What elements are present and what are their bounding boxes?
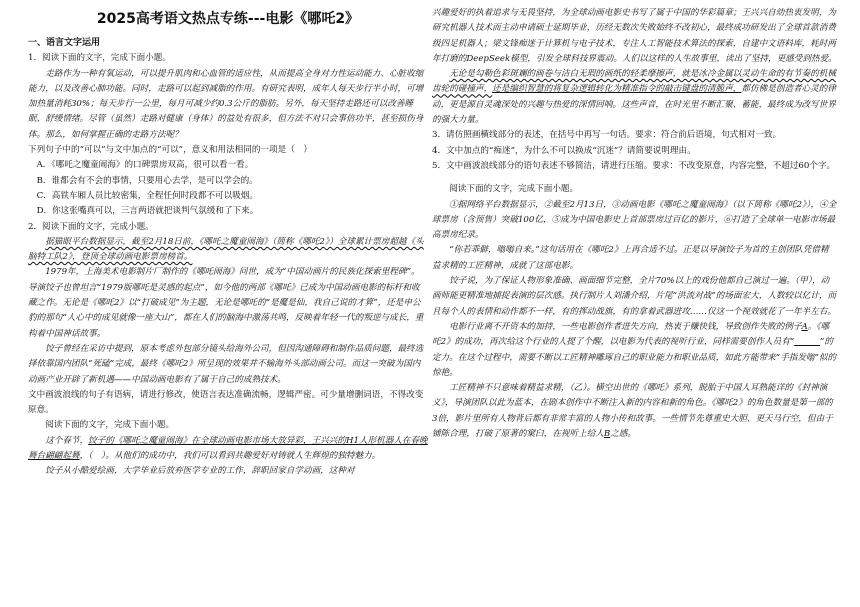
passage-3-para-2 [432,67,837,128]
page-title: 2025高考语文热点专练---电影《哪吒2》 [96,11,360,27]
q1-passage: 走路作为一种有氧运动，可以提升肌肉和心血管的适应性，从而提高全身对力性运动能力、心脏收缩能力，以及改善心肺功能。同时，走路可以起到减脂的作用。有研究表明，成年人每天步行半小时，可增加热量消耗30%；每天步行一公里，每月可减少约0.3公斤的脂肪。另外，每天坚持走路还可以改善睡眠、舒缓情绪。尽管（虽然）走路对健康（身体）的益处有很多，但方法不对只会事倍功半，甚至损伤身体。那么，如何掌握正确的走路方法呢？ [28,68,424,140]
sub-heading-2: 阅读下面的文字，完成下面小题。 [449,184,579,195]
passage-3-intro [28,434,428,465]
blank-a: A [801,321,808,332]
passage-4-para-2: “你若乖僻，嗡嗡自来。”这句话用在《哪吒2》上再合适不过。正是以导演饺子为首的主创团队凭借精益求精的工匠精神，成就了这部电影。 [432,245,829,271]
underlined-text: 还是编织智慧的将复杂逻辑转化为精准指令的敲击键盘的清脆声， [492,84,742,95]
q1-heading: 1．阅读下面的文字，完成下面小题。 [28,53,171,64]
q1-option-a: A．《哪吒之魔童闹海》的口碑票房双高，很可以看一看。 [36,160,254,171]
q1-option-c: C．高铁车厢人员比较密集，全程任何时段都不可以吸烟。 [36,190,259,201]
passage-3-body: 饺子从小酷爱绘画，大学毕业后放弃医学专业的工作，辞职回家自学动画，这种对 [45,466,355,477]
section-heading: 一、语言文字运用 [28,38,101,48]
passage-text: ，（ ）。从他们的成功中，我们可以看到共趣爱好对铸就人生辉煌的独特魅力。 [79,451,381,462]
passage-4-para-1: ①据网络平台数据显示，②截至2月13日，③动画电影《哪吒之魔童闹海》（以下简称《哪吒2》），④全球票房（含预售）突破100亿，⑤成为中国电影史上首部票房过百亿的影片，⑥打造了全球单一电影市场最高票房纪录。 [432,199,837,241]
passage-text: 都仿佛是创造者心灵的律动，更是源自灵魂深处的兴趣与热爱的深情回响。这些声音，在时光里不断汇聚、蓄能，最终成为改写世界的强大力量。 [432,84,836,126]
q3-question: 3．请仿照画横线部分的表述，在括号中再写一句话。要求：符合前后语境，句式相对一致。 [432,130,782,141]
q2-wavy-sentence: 据猫眼平台数据显示，截至2月18日前，《哪吒之魔童闹海》（简称《哪吒2》）全球累计票房超越《头脑特工队2》，登顶全球动画电影票房榜首。 [28,236,424,263]
wavy-text: 无论是勾勒色彩斑斓的画卷与洁白无瑕的画纸的轻柔摩擦声，就是冰冷金属以灵动生命的有节奏的机械齿轮的碰撞声， [432,69,836,95]
blank-b: B [603,429,611,440]
blank-quote [794,337,820,347]
right-column [432,6,837,442]
q2-question: 文中画波浪线的句子有语病，请进行修改，使语言表达准确流畅，逻辑严密。可少量增删词语，不得改变原意。 [28,389,424,416]
passage-text: 之感。 [610,429,637,440]
spacer [432,174,837,182]
passage-4-para-3: 饺子说，为了保证人物形象准确、画面细节完整，全片70%以上的戏份他都自己演过一遍。（甲），动画师能更精准地捕捉表演的层次感。执行制片人刘潘介绍，片尾“洪流对战”的场面宏大，人数较以亿计，而且每个人的表情和动作都不一样，有的挥动战旗，有的拿着武器进攻……仅这一个视效就花了一年半左右。 [432,276,837,317]
passage-text: ”的定力。在这个过程中，需要不断以工匠精神雕琢自己的职业能力和职业品质，如此方能带来“手指发嗡”似的惊艳。 [432,337,837,378]
left-column [28,36,428,480]
passage-text: 。《哪吒2》的成功，再次给这个行业的人提了个醒，以电影为代表的视听行业，同样需要创作人员有“ [432,321,830,348]
q1-option-d: D．你这张嘴真可以，三言两语就把谈判气氛缓和了下来。 [36,206,259,217]
q2-passage-3: 饺子曾经在采访中提到，原本考虑外包部分镜头给海外公司，但因沟通障碍和制作品质问题，最终选择依靠国内团队“死磕”完成，最终《哪吒2》所呈现的效果并不输海外头部动画公司。而这一突破为国内动画产业开辟了新机遇——中国动画电影有了属于自己的成熟技术。 [28,343,424,385]
q2-heading: 2．阅读下面的文字，完成小题。 [28,221,154,232]
q2-passage-2: 1979年，上海美术电影制片厂制作的《哪吒闹海》问世，成为“中国动画片的民族化探索里程碑”。导演饺子也曾坦言“1979版哪吒是灵感的起点”，如今他的两部《哪吒》已成为中国动画电影的标杆和收藏之作。无论是《哪吒2》以“打破成见”为主题，无论是哪吒的“是魔是仙，我自己说的才算”，还是申公豹的那句“人心中的成见就像一座大山”，都在人们的脑海中激荡共鸣，反映着年轻一代的叛逆与成长，重构着中国神话故事。 [28,267,424,339]
passage-text: 这个春节， [45,435,89,446]
q1-question: 下列句子中的“可以”与文中加点的“可以”，意义和用法相同的一项是（ ） [28,145,312,156]
q5-question: 5．文中画波浪线部分的语句表述不够简洁，请进行压缩。要求：不改变原意，内容完整，不超过60个字。 [432,160,836,171]
passage-3-continued: 兴趣爱好的执着追求与无畏坚持，为全球动画电影史书写了属于中国的华彩篇章；王兴兴自幼热衷发明，为研究机器人技术而主动申请硕士延期毕业，历经无数次失败始终不改初心，最终成功研发出了全球首款消费级四足机器人；梁文锋痴迷于计算机与电子技术，专注人工智能技术算法的探索，自建中文语料库，耗时两年打磨的DeepSeek模型，引发全球科技界震动。人们以这样的人生故事里，读出了坚持，更感受到热爱。 [432,8,837,64]
passage-text: 电影行业离不开资本的加持，一些电影创作者进失方向，热衷于赚快钱，导致创作失败的例子 [449,321,802,332]
q1-option-b: B．谁都会有不会的事情，只要用心去学，是可以学会的。 [36,175,258,186]
q4-question: 4．文中加点的“痴迷”，为什么不可以换成“沉迷”？请简要说明理由。 [432,145,696,156]
passage-4-para-5 [432,381,837,442]
underlined-text: 饺子的《哪吒之魔童闹海》在全球动画电影市场大放异彩，王兴兴的H1人形机器人在春晚舞台翩翩起舞 [28,435,428,462]
passage-text: 工匠精神不只意味着精益求精，（乙）。横空出世的《哪吒》系列，脱胎于中国人耳熟能详的《封神演义》，导演团队以此为蓝本，在剧本创作中不断注入新的内容和新的角色。《哪吒2》的角色数量是第一部的3倍，影片里所有人物背后都有非常丰富的人物小传和故事。一些情节先尊重史大胆、更天马行空，但由于铺陈合理，打破了原著的窠臼，在视听上给人 [432,383,833,440]
passage-4-para-4 [432,320,837,381]
sub-heading: 阅读下面的文字，完成下面小题。 [45,420,175,431]
